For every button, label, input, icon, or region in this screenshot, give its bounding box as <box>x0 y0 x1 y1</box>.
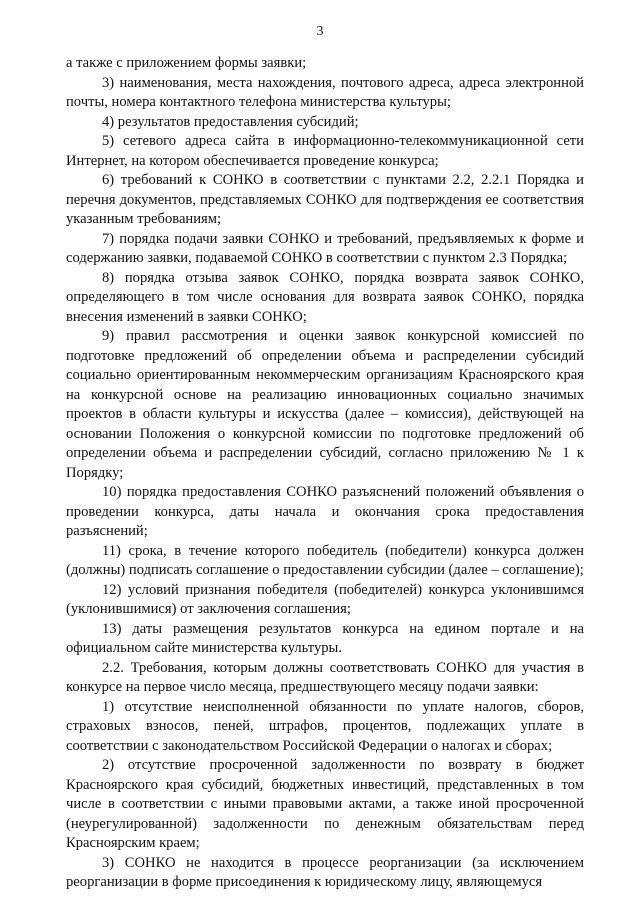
list-item-9: 9) правил рассмотрения и оценки заявок конкурсной комиссией по подготовке предложений об определении объема и распределении субсидий социально ориентированным некоммерческим организациям Красноярского края на конкурсной основе на реализацию инновационных социально значимых проектов в области культуры и искусства (далее – комиссия), действующей на основании Положения о конкурсной комиссии по подготовке предложений об определении объема и распределении субсидий, согласно приложению № 1 к Порядку; <box>66 328 584 481</box>
document-body <box>66 54 584 893</box>
section-2-2: 2.2. Требования, которым должны соответствовать СОНКО для участия в конкурсе на первое число месяца, предшествующего месяцу подачи заявки: <box>66 659 584 695</box>
requirement-item-1: 1) отсутствие неисполненной обязанности по уплате налогов, сборов, страховых взносов, пеней, штрафов, процентов, подлежащих уплате в соответствии с законодательством Российской Федерации о налогах и сборах; <box>66 698 584 754</box>
list-item-6: 6) требований к СОНКО в соответствии с пунктами 2.2, 2.2.1 Порядка и перечня документов, представляемых СОНКО для подтверждения ее соответствия указанным требованиям; <box>66 172 584 227</box>
list-item-11: 11) срока, в течение которого победитель (победители) конкурса должен (должны) подписать соглашение о предоставлении субсидии (далее – соглашение); <box>66 542 584 578</box>
paragraph-continuation: а также с приложением формы заявки; <box>66 55 307 71</box>
list-item-10: 10) порядка предоставления СОНКО разъяснений положений объявления о проведении конкурса, даты начала и окончания срока предоставления разъяснений; <box>66 484 584 539</box>
list-item-12: 12) условий признания победителя (победителей) конкурса уклонившимся (уклонившимися) от заключения соглашения; <box>66 581 584 617</box>
list-item-8: 8) порядка отзыва заявок СОНКО, порядка возврата заявок СОНКО, определяющего в том числе основания для возврата заявок СОНКО, порядка внесения изменений в заявки СОНКО; <box>66 269 584 325</box>
list-item-3: 3) наименования, места нахождения, почтового адреса, адреса электронной почты, номера контактного телефона министерства культуры; <box>66 74 584 110</box>
requirement-item-2: 2) отсутствие просроченной задолженности по возврату в бюджет Красноярского края субсидий, бюджетных инвестиций, представленных в том числе в соответствии с иными правовыми актами, а также иной просроченной (неурегулированной) задолженности по денежным обязательствам перед Красноярским краем; <box>66 757 584 851</box>
page-number: 3 <box>316 24 324 39</box>
list-item-4: 4) результатов предоставления субсидий; <box>102 113 359 130</box>
requirement-item-3: 3) СОНКО не находится в процессе реорганизации (за исключением реорганизации в форме присоединения к юридическому лицу, являющемуся <box>66 854 584 890</box>
list-item-5: 5) сетевого адреса сайта в информационно-телекоммуникационной сети Интернет, на котором обеспечивается проведение конкурса; <box>66 133 584 169</box>
list-item-7: 7) порядка подачи заявки СОНКО и требований, предъявляемых к форме и содержанию заявки, подаваемой СОНКО в соответствии с пунктом 2.3 Порядка; <box>66 230 584 266</box>
list-item-13: 13) даты размещения результатов конкурса на едином портале и на официальном сайте министерства культуры. <box>66 620 584 656</box>
